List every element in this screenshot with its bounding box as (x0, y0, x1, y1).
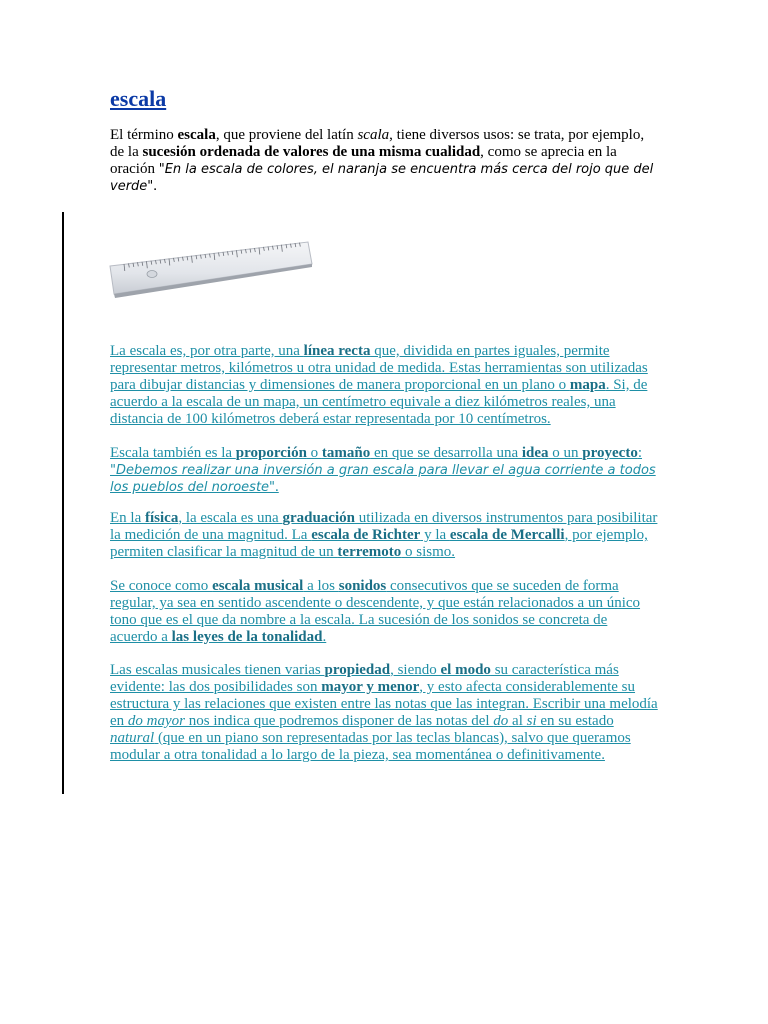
text-run: El término (110, 127, 178, 143)
text-run: . Si, de acuerdo a la escala de un mapa, un centímetro equivale a diez kilómetros reales, una distancia de 100 kilómetros deberá estar representada por 10 centímetros. (110, 377, 648, 427)
text-run: (que en un piano son representadas por las teclas blancas), salvo que queramos modular a otra tonalidad a lo largo de la pieza, sea momentánea o definitivamente. (110, 730, 631, 763)
bold-term: escala de Mercalli (449, 527, 565, 543)
text-run: . (322, 629, 327, 645)
bold-term: idea (521, 445, 549, 461)
bold-term: escala de Richter (311, 527, 421, 543)
paragraph-proporcion[interactable] (110, 445, 658, 496)
quote-text: "Debemos realizar una inversión a gran escala para llevar el agua corriente a todos los pueblos del noroeste" (110, 463, 656, 495)
bold-term: línea recta (303, 343, 371, 359)
bold-term: escala (177, 127, 216, 143)
italic-term: si (526, 713, 537, 729)
bold-term: las leyes de la tonalidad (171, 629, 323, 645)
text-run: , siendo (390, 662, 441, 678)
bold-term: terremoto (337, 544, 402, 560)
text-run: . (153, 178, 158, 194)
bold-term: el modo (440, 662, 491, 678)
italic-term: do mayor (127, 713, 185, 729)
text-run: utilizada en diversos instrumentos para posibilitar la medición de una magnitud. La (110, 510, 658, 543)
text-run: La escala es, por otra parte, una (110, 343, 304, 359)
paragraph-escala-musical[interactable] (110, 578, 658, 646)
quote-text: "En la escala de colores, el naranja se encuentra más cerca del rojo que del verde" (110, 162, 654, 194)
bold-term: sonidos (338, 578, 387, 594)
intro-paragraph (110, 127, 658, 195)
text-run: en su estado (536, 713, 614, 729)
ruler-icon (104, 236, 316, 302)
bold-term: proyecto (582, 445, 638, 461)
italic-term: scala (357, 127, 390, 143)
text-run: y la (420, 527, 450, 543)
bold-term: propiedad (324, 662, 391, 678)
text-run: , y esto afecta considerablemente su estructura y las relaciones que existen entre las notas que las integran. Escribir una melodía en (110, 679, 658, 729)
italic-term: do (493, 713, 509, 729)
text-run: o sismo. (401, 544, 456, 560)
bold-term: mapa (569, 377, 606, 393)
text-run: nos indica que podremos disponer de las notas del (185, 713, 494, 729)
text-run: , que proviene del latín (215, 127, 358, 143)
page-margin-rule (62, 212, 64, 794)
bold-term: proporción (235, 445, 307, 461)
text-run: su característica más evidente: las dos posibilidades son (110, 662, 619, 695)
text-run: , por ejemplo, permiten clasificar la magnitud de un (110, 527, 648, 560)
text-run: , la escala es una (178, 510, 283, 526)
text-run: . (275, 479, 279, 495)
text-run: , como se aprecia en la oración (110, 144, 617, 177)
ruler-image (104, 236, 316, 302)
text-run: Las escalas musicales tienen varias (110, 662, 325, 678)
page-title[interactable]: escala (110, 86, 167, 111)
paragraph-fisica[interactable] (110, 510, 658, 561)
text-run: consecutivos que se suceden de forma regular, ya sea en sentido ascendente o descendente, y que están relacionados a un único tono que es el que da nombre a la escala. La sucesión de los sonidos se concreta de acuerdo a (110, 578, 641, 645)
bold-term: física (145, 510, 179, 526)
bold-term: sucesión ordenada de valores de una misma cualidad (142, 144, 481, 160)
text-run: En la (110, 510, 145, 526)
text-run: al (508, 713, 527, 729)
text-run: Escala también es la (110, 445, 236, 461)
italic-term: natural (110, 730, 155, 746)
paragraph-escalas-musicales[interactable] (110, 662, 658, 764)
text-run: que, dividida en partes iguales, permite representar metros, kilómetros u otra unidad de medida. Estas herramientas son utilizadas para dibujar distancias y dimensiones de manera proporcional en un plano o (110, 343, 648, 393)
text-run: Se conoce como (110, 578, 213, 594)
paragraph-linea-recta[interactable] (110, 343, 658, 428)
text-run: : (637, 445, 643, 461)
bold-term: graduación (282, 510, 355, 526)
bold-term: escala musical (212, 578, 304, 594)
bold-term: tamaño (321, 445, 371, 461)
text-run: a los (303, 578, 339, 594)
text-run: en que se desarrolla una (370, 445, 522, 461)
text-run: o un (548, 445, 583, 461)
bold-term: mayor y menor (321, 679, 420, 695)
text-run: o (306, 445, 322, 461)
text-run: , tiene diversos usos: se trata, por ejemplo, de la (110, 127, 645, 160)
